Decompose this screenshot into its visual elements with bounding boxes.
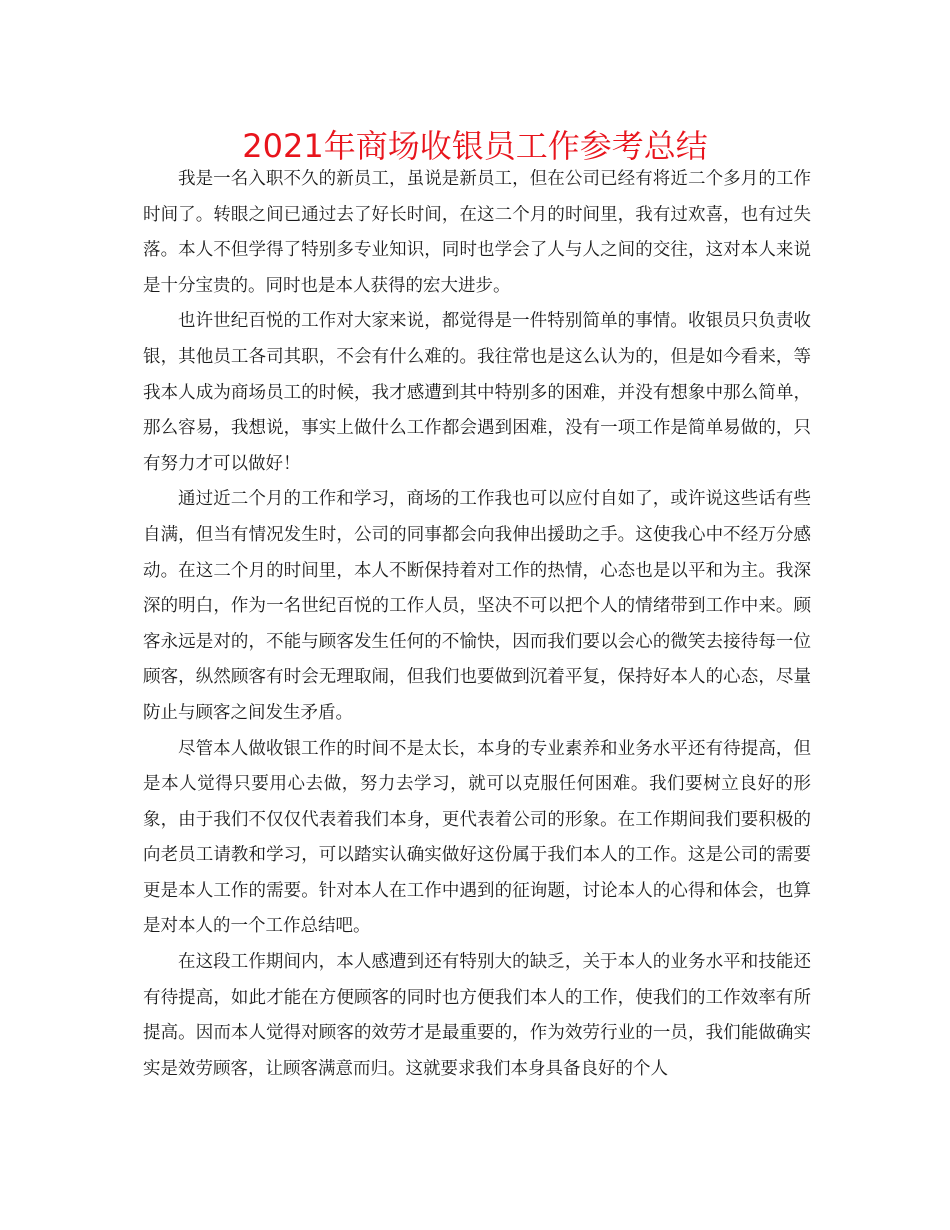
paragraph-2: 也许世纪百悦的工作对大家来说，都觉得是一件特别简单的事情。收银员只负责收银，其他员工各司其职，不会有什么难的。我往常也是这么认为的，但是如今看来，等我本人成为商场员工的时候，我才感遭到其中特别多的困难，并没有想象中那么简单，那么容易，我想说，事实上做什么工作都会遇到困难，没有一项工作是简单易做的，只有努力才可以做好！	[143, 311, 811, 474]
paragraph-3: 通过近二个月的工作和学习，商场的工作我也可以应付自如了，或许说这些话有些自满，但当有情况发生时，公司的同事都会向我伸出援助之手。这使我心中不经万分感动。在这二个月的时间里，本人不断保持着对工作的热情，心态也是以平和为主。我深深的明白，作为一名世纪百悦的工作人员，坚决不可以把个人的情绪带到工作中来。顾客永远是对的，不能与顾客发生任何的不愉快，因而我们要以会心的微笑去接待每一位顾客，纵然顾客有时会无理取闹，但我们也要做到沉着平复，保持好本人的心态，尽量防止与顾客之间发生矛盾。	[143, 489, 811, 723]
paragraph-5: 在这段工作期间内，本人感遭到还有特别大的缺乏，关于本人的业务水平和技能还有待提高，如此才能在方便顾客的同时也方便我们本人的工作，使我们的工作效率有所提高。因而本人觉得对顾客的效劳才是最重要的，作为效劳行业的一员，我们能做确实实是效劳顾客，让顾客满意而归。这就要求我们本身具备良好的个人	[143, 952, 811, 1079]
paragraph-4: 尽管本人做收银工作的时间不是太长，本身的专业素养和业务水平还有待提高，但是本人觉得只要用心去做，努力去学习，就可以克服任何困难。我们要树立良好的形象，由于我们不仅仅代表着我们本身，更代表着公司的形象。在工作期间我们要积极的向老员工请教和学习，可以踏实认确实做好这份属于我们本人的工作。这是公司的需要更是本人工作的需要。针对本人在工作中遇到的征询题，讨论本人的心得和体会，也算是对本人的一个工作总结吧。	[143, 738, 811, 937]
document-title: 2021年商场收银员工作参考总结	[242, 127, 708, 165]
document-body	[143, 162, 811, 1087]
paragraph-1: 我是一名入职不久的新员工，虽说是新员工，但在公司已经有将近二个多月的工作时间了。转眼之间已通过去了好长时间，在这二个月的时间里，我有过欢喜，也有过失落。本人不但学得了特别多专业知识，同时也学会了人与人之间的交往，这对本人来说是十分宝贵的。同时也是本人获得的宏大进步。	[143, 169, 811, 296]
